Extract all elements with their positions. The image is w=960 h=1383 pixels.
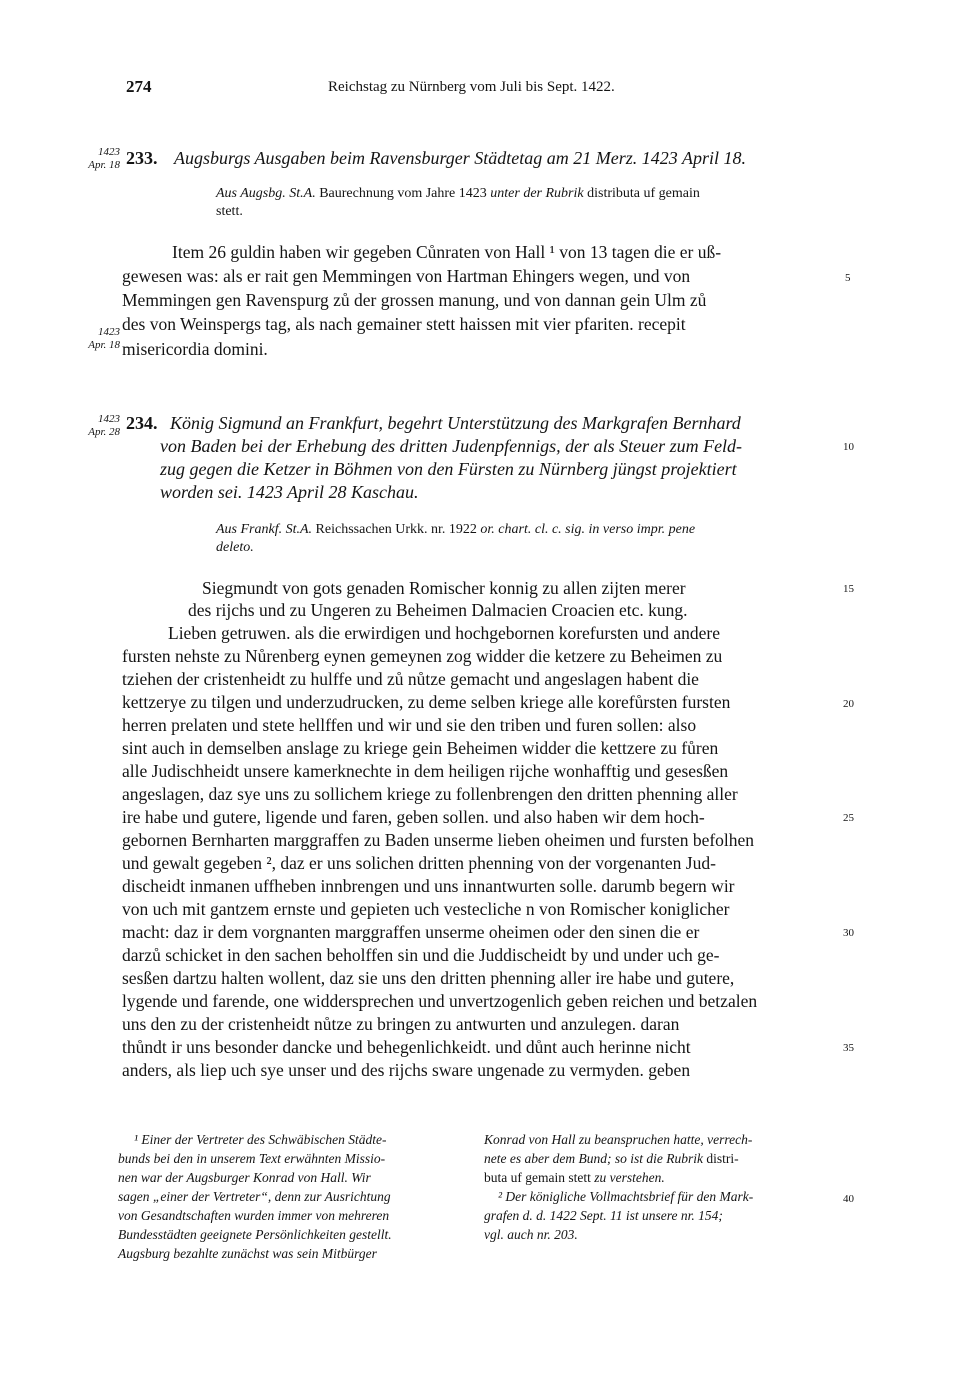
source-text-end: distributa uf gemain	[587, 186, 700, 201]
text-line-234-13: und gewalt gegeben ², daz er uns solichen dritten phenning von der vorgenanten Jud-	[122, 853, 716, 873]
margin-date-233	[74, 146, 120, 172]
document-title-234-l4: worden sei. 1423 April 28 Kaschau.	[160, 482, 419, 502]
text-line-233-1: Item 26 guldin haben wir gegeben Cůnraten von Hall ¹ von 13 tagen die er uß-	[172, 242, 722, 262]
text-line-234-19: lygende und farende, one widdersprechen und unvertzogenlich geben reichen und betzalen	[122, 991, 758, 1011]
text-line-233-5: misericordia domini.	[122, 339, 268, 359]
line-number: 15	[843, 583, 854, 595]
footnote-right-2a: nete es aber dem Bund; so ist die Rubrik	[484, 1151, 703, 1166]
footnote-right-2b: distri-	[706, 1151, 739, 1166]
text-line-234-6: kettzerye zu tilgen und underzudrucken, zu deme selben kriege alle korefůrsten fursten	[122, 692, 731, 712]
text-line-234-16: macht: daz ir dem vorgnanten marggraffen unserme oheimen oder den sinen die er	[122, 922, 700, 942]
line-number: 30	[843, 927, 854, 939]
text-line-234-12: gebornen Bernharten marggraffen zu Baden unserme lieben oheimen und fursten befolhen	[122, 830, 755, 850]
document-title-234-l1: König Sigmund an Frankfurt, begehrt Unterstützung des Markgrafen Bernhard	[170, 413, 741, 433]
line-number: 40	[843, 1193, 854, 1205]
footnote-right-3a: buta uf gemain stett	[484, 1170, 591, 1185]
text-line-234-18: sesßen dartzu halten wollent, daz sie uns den dritten phenning aller ire habe und gutere,	[122, 968, 735, 988]
source-text: Reichssachen Urkk. nr. 1922	[315, 522, 477, 537]
footnote-left-6: Bundesstädten geeignete Persönlichkeiten gestellt.	[118, 1227, 392, 1242]
footnote-left-3: nen war der Augsburger Konrad von Hall. Wir	[118, 1170, 371, 1185]
text-line-234-3: Lieben getruwen. als die erwirdigen und hochgebornen korefursten und andere	[168, 623, 721, 643]
text-line-234-10: angeslagen, daz sye uns zu sollichem kriege zu follenbrengen den dritten phenning aller	[122, 784, 738, 804]
text-line-234-9: alle Judischheidt unsere kamerknechte in dem heiligen rijche wonhafftig und gesesßen	[122, 761, 729, 781]
footnote-right-2	[484, 1151, 739, 1167]
margin-date-233b	[74, 326, 120, 352]
footnote-left-1: ¹ Einer der Vertreter des Schwäbischen Städte-	[134, 1132, 387, 1147]
footnote-right-6: vgl. auch nr. 203.	[484, 1227, 578, 1242]
source-note-233-line2: stett.	[216, 204, 243, 219]
line-number: 25	[843, 812, 854, 824]
running-title: Reichstag zu Nürnberg vom Juli bis Sept. 1422.	[328, 79, 615, 95]
text-line-234-4: fursten nehste zu Nůrenberg eynen gemeynen zog widder die ketzere zu Beheimen zu	[122, 646, 723, 666]
document-number-233: 233.	[126, 148, 158, 168]
margin-year: 1423	[98, 413, 120, 425]
margin-year: 1423	[98, 326, 120, 338]
margin-day: Apr. 18	[88, 159, 120, 171]
line-number: 35	[843, 1042, 854, 1054]
footnote-left-2: bunds bei den in unserem Text erwähnten Missio-	[118, 1151, 386, 1166]
footnote-right-4: ² Der königliche Vollmachtsbrief für den Mark-	[498, 1189, 754, 1204]
source-rubrik: unter der Rubrik	[490, 186, 584, 201]
source-tail: or. chart. cl. c. sig. in verso impr. pene	[480, 522, 696, 537]
footnote-right-3b: zu verstehen.	[594, 1170, 665, 1185]
margin-day: Apr. 18	[88, 339, 120, 351]
document-title-234-l2: von Baden bei der Erhebung des dritten Judenpfennigs, der als Steuer zum Feld-	[160, 436, 743, 456]
document-number-234: 234.	[126, 413, 158, 433]
text-line-234-8: sint auch in demselben anslage zu kriege gein Beheimen widder die kettzere zu fůren	[122, 738, 719, 758]
footnote-right-3	[484, 1170, 665, 1186]
page-number: 274	[126, 77, 152, 96]
text-line-234-22: anders, als liep uch sye unser und des rijchs sware ungenade zu vermyden. geben	[122, 1060, 691, 1080]
footnote-left-4: sagen „einer der Vertreter“, denn zur Ausrichtung	[118, 1189, 391, 1204]
line-number: 10	[843, 441, 854, 453]
margin-day: Apr. 28	[88, 426, 120, 438]
source-note-234	[216, 522, 695, 538]
footnote-left-5: von Gesandtschaften wurden immer von mehreren	[118, 1208, 390, 1223]
source-note-234-line2: deleto.	[216, 540, 254, 555]
margin-date-234	[74, 413, 120, 439]
text-line-233-3: Memmingen gen Ravenspurg zů der grossen manung, und von dannan gein Ulm zů	[122, 290, 707, 310]
source-text: Baurechnung vom Jahre 1423	[319, 186, 487, 201]
text-line-234-21: thůndt ir uns besonder dancke und behegenlichkeidt. und důnt auch herinne nicht	[122, 1037, 691, 1057]
text-line-234-1: Siegmundt von gots genaden Romischer konnig zu allen zijten merer	[202, 578, 686, 598]
source-archive: Aus Frankf. St.A.	[216, 522, 313, 537]
source-archive: Aus Augsbg. St.A.	[216, 186, 316, 201]
document-title-234-l3: zug gegen die Ketzer in Böhmen von den Fürsten zu Nürnberg jüngst projektiert	[160, 459, 737, 479]
text-line-233-2: gewesen was: als er rait gen Memmingen von Hartman Ehingers wegen, und von	[122, 266, 691, 286]
text-line-234-17: darzů schicket in den sachen beholffen sin und die Juddischeidt by und under uch ge-	[122, 945, 720, 965]
line-number: 5	[845, 272, 851, 284]
source-note-233	[216, 186, 700, 202]
text-line-234-7: herren prelaten und stete hellffen und wir und sie den triben und furen sollen: also	[122, 715, 697, 735]
text-line-234-15: von uch mit gantzem ernste und gepieten uch vestecliche n von Romischer koniglicher	[122, 899, 730, 919]
text-line-234-2: des rijchs und zu Ungeren zu Beheimen Dalmacien Croacien etc. kung.	[188, 600, 688, 620]
footnote-right-1: Konrad von Hall zu beanspruchen hatte, verrech-	[484, 1132, 753, 1147]
text-line-234-20: uns den zu der cristenheidt nůtze zu bringen zu antwurten und anzulegen. daran	[122, 1014, 680, 1034]
text-line-234-11: ire habe und gutere, ligende und faren, geben sollen. und also haben wir dem hoch-	[122, 807, 705, 827]
margin-year: 1423	[98, 146, 120, 158]
text-line-234-5: tziehen der cristenheidt zu hulffe und zů nůtze gemacht und angeslagen habent die	[122, 669, 699, 689]
line-number: 20	[843, 698, 854, 710]
text-line-234-14: discheidt inmanen uffheben innbrengen und uns innantwurten solle. darumb begern wir	[122, 876, 735, 896]
footnote-right-5: grafen d. d. 1422 Sept. 11 ist unsere nr. 154;	[484, 1208, 723, 1223]
text-line-233-4: des von Weinspergs tag, als nach gemainer stett haissen mit vier pfariten. recepit	[122, 314, 686, 334]
document-title-233: Augsburgs Ausgaben beim Ravensburger Städtetag am 21 Merz. 1423 April 18.	[174, 148, 746, 168]
footnote-left-7: Augsburg bezahlte zunächst was sein Mitbürger	[118, 1246, 377, 1261]
